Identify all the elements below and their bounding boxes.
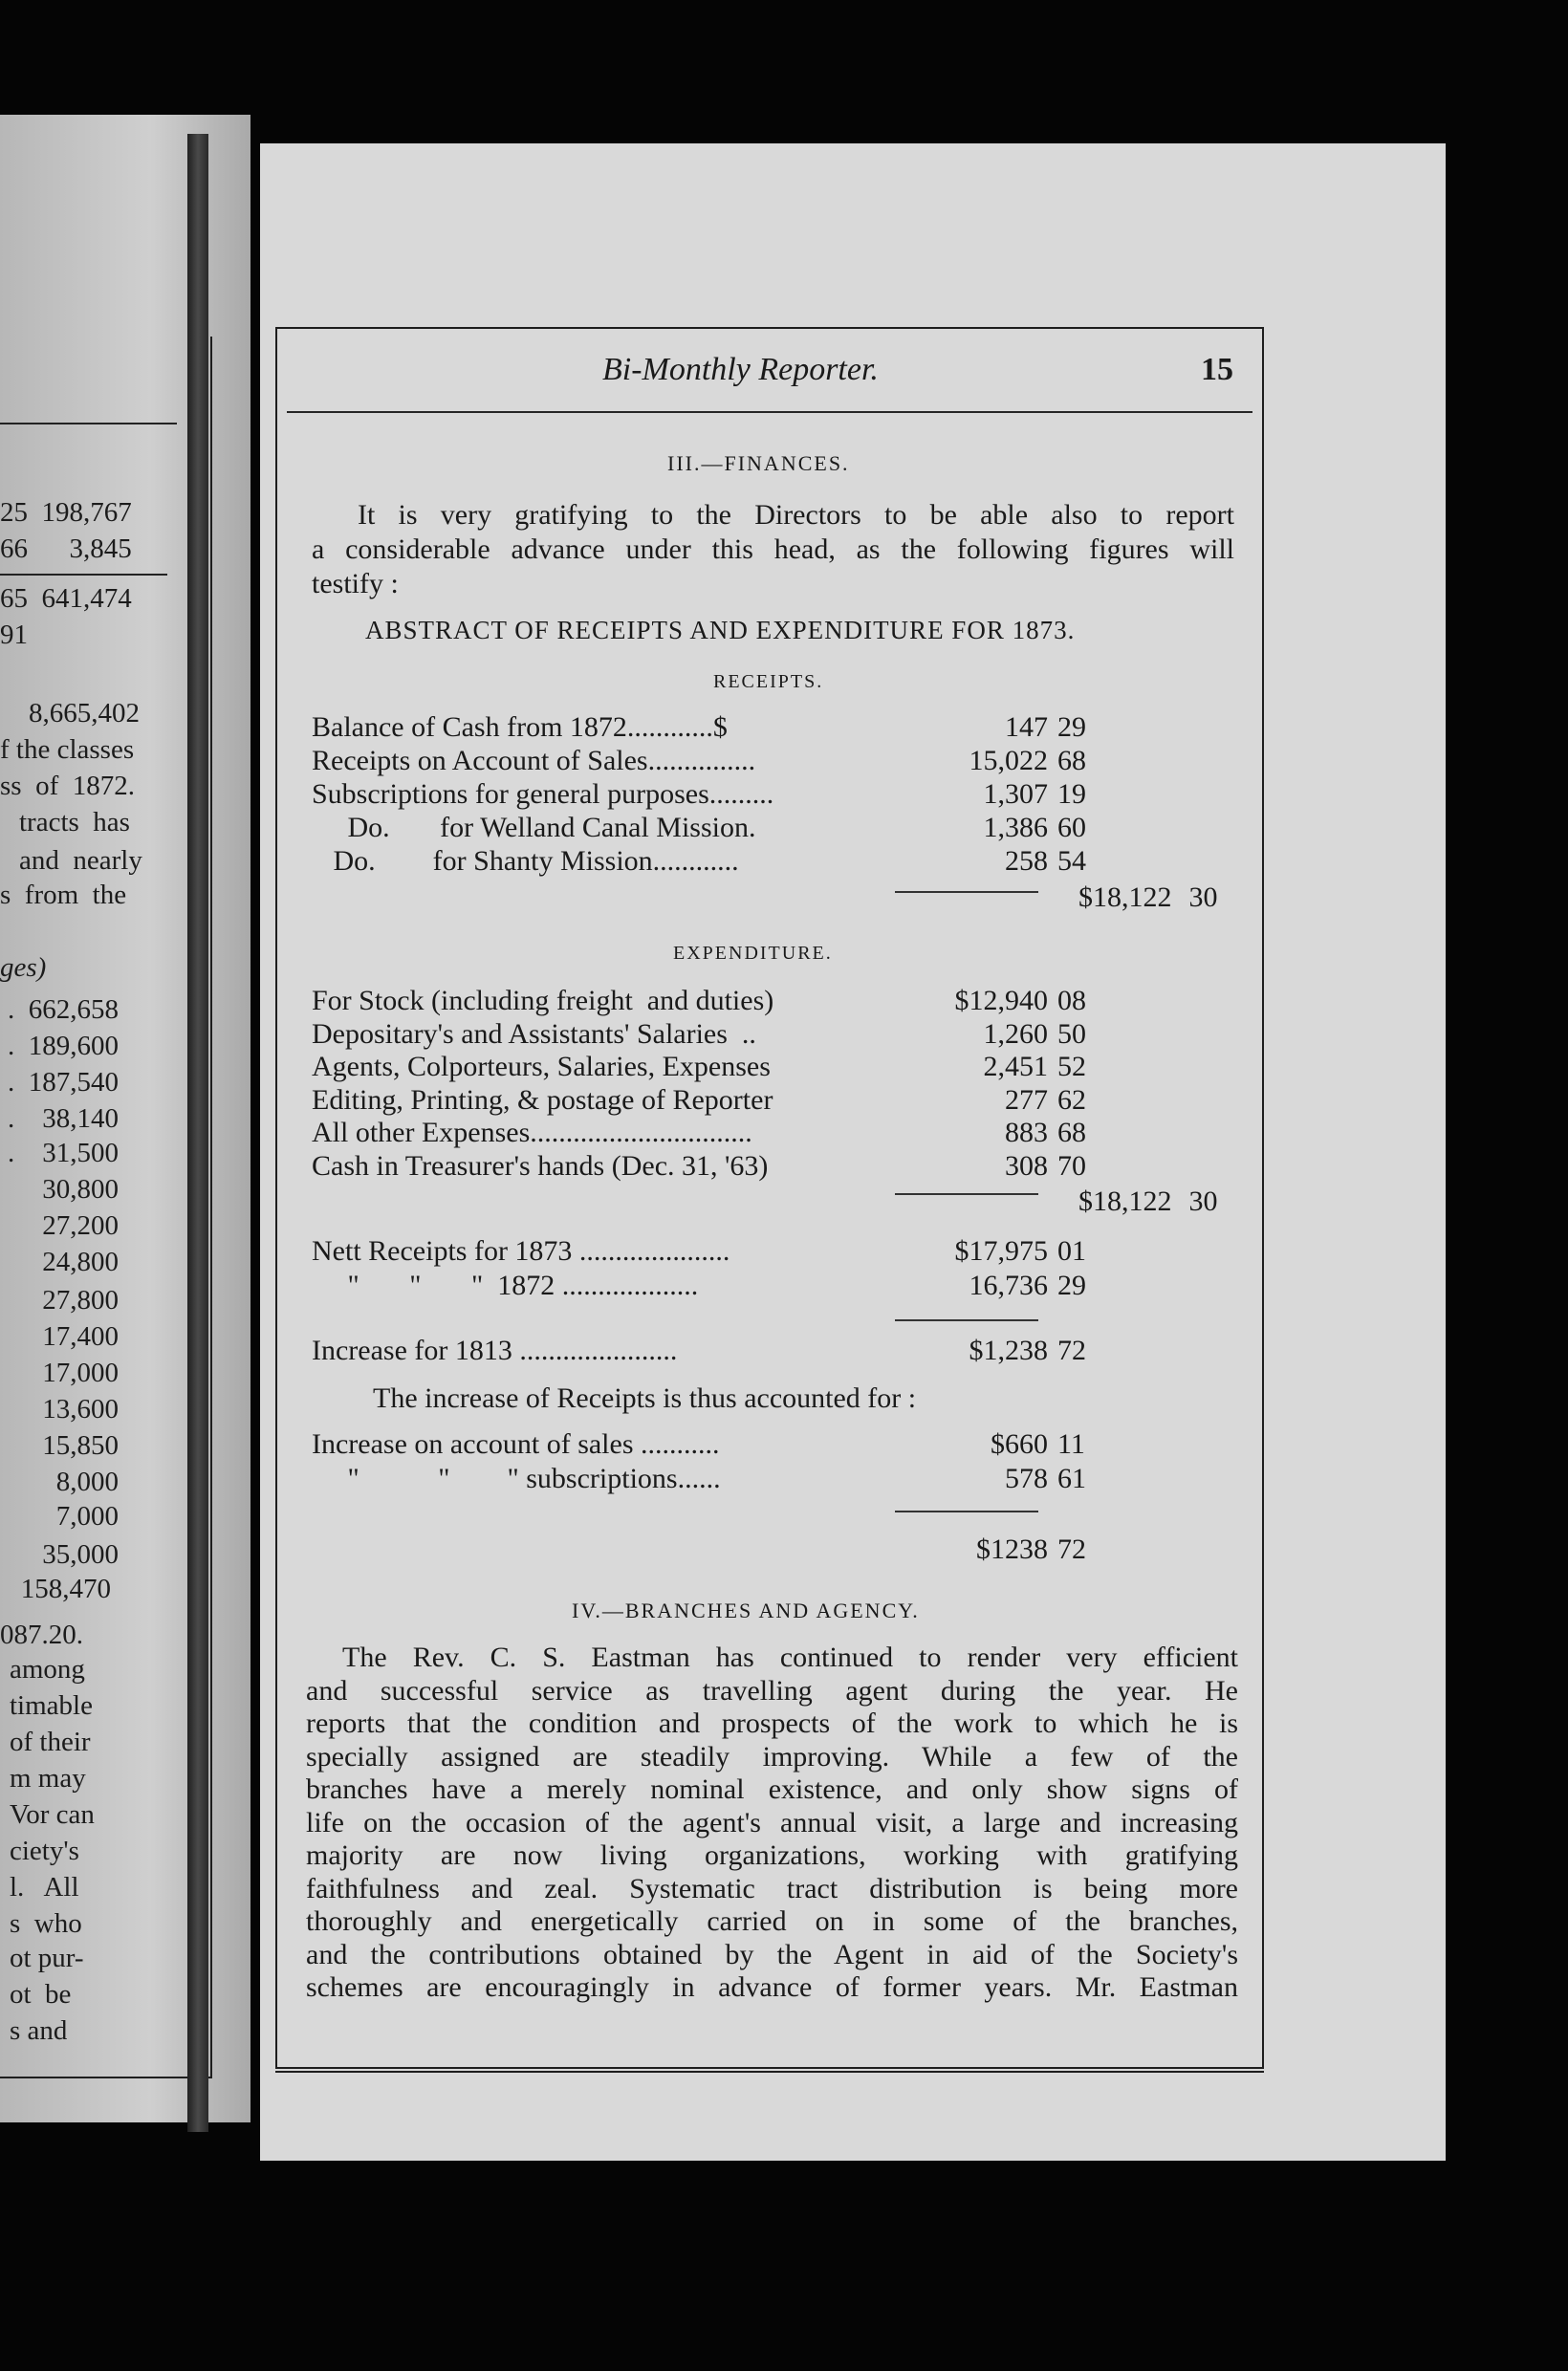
- increase-item-row-label: " " " subscriptions......: [312, 1463, 721, 1494]
- previous-page-line: of their: [10, 1727, 91, 1757]
- expenditure-total-cents: 30: [1188, 1186, 1218, 1217]
- previous-page-line: m may: [10, 1763, 86, 1794]
- previous-page-line: 66 3,845: [0, 533, 132, 564]
- receipt-row-dollars: 1,386: [983, 812, 1048, 843]
- increase-item-row-label: Increase on account of sales ...........: [312, 1428, 720, 1460]
- nett-row-cents: 29: [1057, 1270, 1086, 1301]
- abstract-title: ABSTRACT OF RECEIPTS AND EXPENDITURE FOR 1873.: [365, 616, 1076, 644]
- previous-page-sum-rule: [0, 574, 167, 576]
- nett-row-cents: 01: [1057, 1235, 1086, 1267]
- paragraph-line: specially assigned are steadily improving. While a few of the: [306, 1740, 1238, 1773]
- receipt-row-dollars: 1,307: [983, 778, 1048, 810]
- expenditure-row-cents: 68: [1057, 1117, 1086, 1148]
- increase-sum-rule: [895, 1511, 1038, 1512]
- previous-page-line: 65 641,474: [0, 583, 132, 614]
- expenditure-row-cents: 70: [1057, 1149, 1086, 1182]
- receipt-row-label: Balance of Cash from 1872............$: [312, 711, 728, 743]
- increase-note: The increase of Receipts is thus accounted for :: [373, 1382, 917, 1414]
- intro-line-1: It is very gratifying to the Directors to be able also to report: [358, 499, 1234, 531]
- nett-row-dollars: $17,975: [954, 1235, 1048, 1267]
- expenditure-row-label: Cash in Treasurer's hands (Dec. 31, '63): [312, 1149, 769, 1182]
- nett-row-dollars: 16,736: [969, 1270, 1048, 1301]
- receipt-row-label: Receipts on Account of Sales...............: [312, 745, 756, 776]
- page-number: 15: [1201, 352, 1233, 387]
- previous-page-fragment: [0, 115, 250, 2122]
- paragraph-line: majority are now living organizations, working with gratifying: [306, 1839, 1238, 1871]
- receipt-row: [312, 845, 1191, 878]
- expenditure-row-dollars: 1,260: [983, 1017, 1048, 1050]
- previous-page-line: among: [10, 1654, 85, 1685]
- receipt-row-cents: 60: [1057, 812, 1086, 843]
- expenditure-row-cents: 50: [1057, 1017, 1086, 1050]
- expenditure-row-label: Agents, Colporteurs, Salaries, Expenses: [312, 1051, 771, 1082]
- increase-item-row: [312, 1428, 1191, 1461]
- previous-page-line: 35,000: [8, 1539, 119, 1570]
- expenditure-heading: EXPENDITURE.: [673, 943, 833, 964]
- previous-page-line: 8,000: [8, 1467, 119, 1497]
- receipt-row: [312, 778, 1191, 811]
- receipts-sum-rule: [895, 891, 1038, 893]
- nett-row-label: Nett Receipts for 1873 .....................: [312, 1235, 730, 1267]
- increase-total-cents: 72: [1057, 1534, 1086, 1565]
- paragraph-line: life on the occasion of the agent's annual visit, a large and increasing: [306, 1806, 1238, 1838]
- expenditure-row: [312, 1117, 1191, 1149]
- section-heading-branches: IV.—BRANCHES AND AGENCY.: [572, 1599, 920, 1622]
- previous-page-line: 25 198,767: [0, 497, 132, 528]
- increase-item-row: [312, 1463, 1191, 1495]
- expenditure-row: [312, 1018, 1191, 1051]
- previous-page-line: ges): [0, 952, 47, 983]
- receipt-row: [312, 711, 1191, 744]
- receipts-total-dollars: $18,122: [1078, 881, 1172, 913]
- running-head: Bi-Monthly Reporter.: [602, 352, 879, 387]
- increase-total-dollars: $1238: [976, 1534, 1048, 1565]
- previous-page-line: 7,000: [8, 1501, 119, 1532]
- nett-row: [312, 1270, 1191, 1302]
- section-heading-finances: III.—FINANCES.: [667, 451, 850, 475]
- previous-page-line: 13,600: [8, 1394, 119, 1425]
- expenditure-row: [312, 985, 1191, 1017]
- receipt-row: [312, 745, 1191, 777]
- header-rule: [287, 411, 1252, 413]
- expenditure-row: [312, 1051, 1191, 1083]
- receipt-row-cents: 54: [1057, 845, 1086, 877]
- previous-page-line: 27,200: [8, 1210, 119, 1241]
- paragraph-line: schemes are encouragingly in advance of former years. Mr. Eastman: [306, 1971, 1238, 2003]
- previous-page-line: 24,800: [8, 1247, 119, 1277]
- nett-sum-rule: [895, 1319, 1038, 1321]
- previous-page-line: . 187,540: [8, 1067, 119, 1098]
- increase-cents: 72: [1057, 1335, 1086, 1366]
- previous-page-line: 158,470: [0, 1574, 111, 1604]
- expenditure-row: [312, 1084, 1191, 1117]
- receipt-row-cents: 19: [1057, 778, 1086, 810]
- expenditure-row-dollars: $12,940: [954, 985, 1048, 1016]
- previous-page-rule: [0, 423, 177, 424]
- expenditure-row-cents: 52: [1057, 1051, 1086, 1082]
- receipt-row-cents: 68: [1057, 745, 1086, 776]
- expenditure-row-cents: 62: [1057, 1083, 1086, 1116]
- previous-page-line: 8,665,402: [29, 698, 140, 729]
- receipt-row-label: Do. for Welland Canal Mission.: [312, 812, 756, 843]
- receipts-heading: RECEIPTS.: [713, 671, 824, 692]
- previous-page-line: 30,800: [8, 1174, 119, 1205]
- paragraph-line: faithfulness and zeal. Systematic tract distribution is being more: [306, 1872, 1238, 1904]
- expenditure-row-cents: 08: [1057, 985, 1086, 1016]
- previous-page-line: s from the: [0, 880, 127, 910]
- previous-page-line: 17,400: [8, 1321, 119, 1352]
- receipt-row-cents: 29: [1057, 711, 1086, 743]
- previous-page-line: . 662,658: [8, 994, 119, 1025]
- intro-line-3: testify :: [312, 568, 399, 599]
- increase-label: Increase for 1813 ......................: [312, 1335, 678, 1366]
- paragraph-line: branches have a merely nominal existence, and only show signs of: [306, 1773, 1238, 1805]
- paragraph-line: and successful service as travelling agent during the year. He: [306, 1674, 1238, 1707]
- increase-row: [312, 1335, 1191, 1367]
- receipt-row-dollars: 258: [1005, 845, 1048, 877]
- expenditure-row-label: Editing, Printing, & postage of Reporter: [312, 1083, 773, 1116]
- increase-dollars: $1,238: [969, 1335, 1048, 1366]
- previous-page-line: 087.20.: [0, 1620, 83, 1650]
- receipts-total-cents: 30: [1188, 881, 1218, 913]
- increase-total: [312, 1534, 1191, 1566]
- receipt-row-dollars: 147: [1005, 711, 1048, 743]
- increase-item-row-cents: 61: [1057, 1463, 1086, 1494]
- paragraph-line: and the contributions obtained by the Agent in aid of the Society's: [306, 1938, 1238, 1970]
- expenditure-row-dollars: 883: [1005, 1117, 1048, 1148]
- expenditure-row-dollars: 308: [1005, 1149, 1048, 1182]
- paragraph-line: The Rev. C. S. Eastman has continued to render very efficient: [342, 1642, 1238, 1673]
- previous-page-line: l. All: [10, 1872, 79, 1903]
- expenditure-row: [312, 1150, 1191, 1183]
- page-border-double-rule: [275, 2071, 1264, 2073]
- expenditure-total: [1078, 1186, 1218, 1218]
- receipts-total: [1078, 881, 1218, 914]
- previous-page-line: . 189,600: [8, 1031, 119, 1061]
- previous-page-line: timable: [10, 1690, 93, 1721]
- previous-page-line: ss of 1872.: [0, 771, 135, 801]
- nett-row: [312, 1235, 1191, 1268]
- previous-page-line: 17,000: [8, 1358, 119, 1388]
- previous-page-line: 27,800: [8, 1285, 119, 1316]
- previous-page-line: . 31,500: [8, 1138, 119, 1168]
- previous-page-line: and nearly: [19, 845, 142, 876]
- receipt-row-label: Subscriptions for general purposes.........: [312, 778, 774, 810]
- receipt-row: [312, 812, 1191, 844]
- expenditure-row-label: For Stock (including freight and duties): [312, 985, 774, 1016]
- book-gutter: [187, 134, 208, 2132]
- expenditure-row-dollars: 277: [1005, 1083, 1048, 1116]
- previous-page-line: 91: [0, 620, 28, 650]
- receipt-row-dollars: 15,022: [969, 745, 1048, 776]
- previous-page-line: Vor can: [10, 1799, 95, 1830]
- paragraph-line: reports that the condition and prospects of the work to which he is: [306, 1708, 1238, 1739]
- expenditure-row-dollars: 2,451: [983, 1051, 1048, 1082]
- expenditure-row-label: Depositary's and Assistants' Salaries ..: [312, 1017, 756, 1050]
- previous-page-line: ot pur-: [10, 1943, 84, 1973]
- previous-page-line: s who: [10, 1908, 82, 1939]
- increase-item-row-dollars: 578: [1005, 1463, 1048, 1494]
- expenditure-sum-rule: [895, 1193, 1038, 1195]
- nett-row-label: " " " 1872 ...................: [312, 1270, 699, 1301]
- previous-page-line: ot be: [10, 1979, 72, 2010]
- previous-page-line: ciety's: [10, 1836, 79, 1866]
- increase-item-row-dollars: $660: [991, 1428, 1048, 1460]
- expenditure-total-dollars: $18,122: [1078, 1186, 1172, 1217]
- previous-page-line: 15,850: [8, 1430, 119, 1461]
- increase-item-row-cents: 11: [1057, 1428, 1085, 1460]
- previous-page-line: . 38,140: [8, 1103, 119, 1134]
- expenditure-row-label: All other Expenses...............................: [312, 1117, 752, 1148]
- receipt-row-label: Do. for Shanty Mission............: [312, 845, 739, 877]
- intro-line-2: a considerable advance under this head, as the following figures will: [312, 533, 1234, 565]
- previous-page-line: tracts has: [19, 807, 130, 837]
- paragraph-line: thoroughly and energetically carried on in some of the branches,: [306, 1905, 1238, 1937]
- previous-page-line: s and: [10, 2015, 68, 2046]
- previous-page-line: f the classes: [0, 734, 135, 765]
